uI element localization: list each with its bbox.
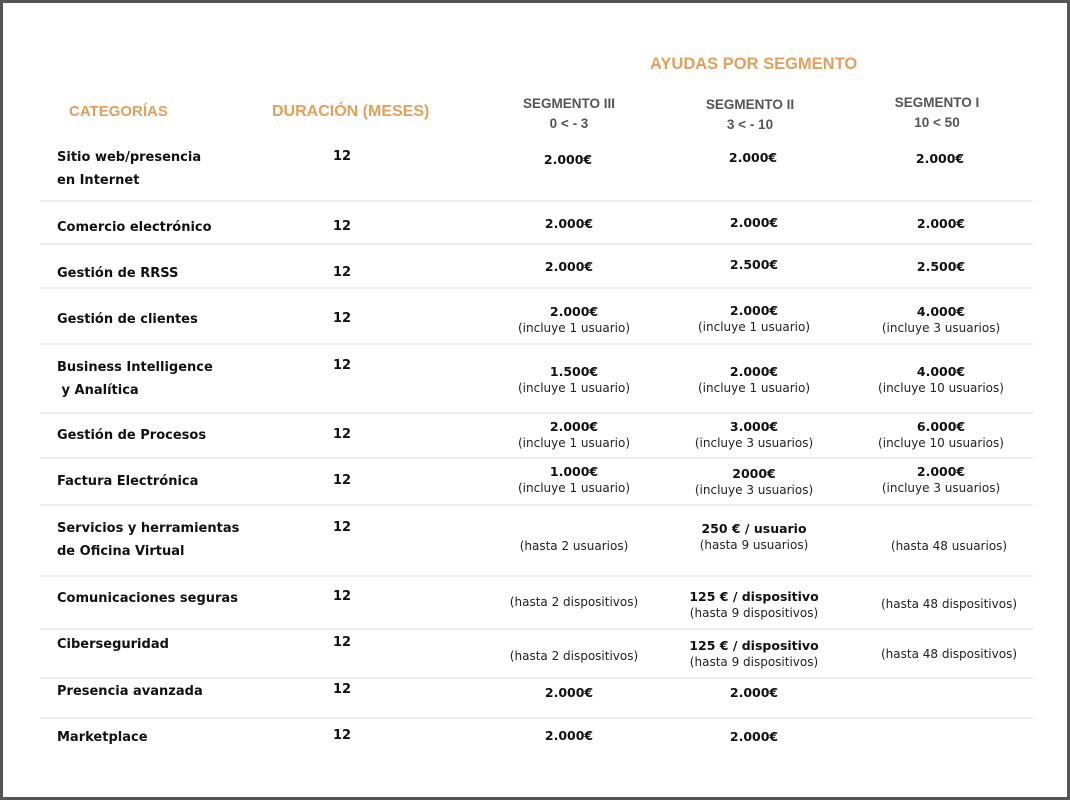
category-cell — [57, 216, 212, 239]
amount: 2.000€ — [729, 215, 779, 230]
category-line1: Gestión de clientes — [57, 312, 198, 327]
note: (incluye 1 usuario) — [697, 320, 810, 334]
duration-cell: 12 — [333, 473, 352, 488]
category-line1: Comunicaciones seguras — [57, 591, 238, 606]
amount: 2000€ — [732, 466, 776, 481]
segment-iii-cell — [474, 648, 674, 664]
category-line1: Factura Electrónica — [57, 474, 199, 489]
duration-cell: 12 — [333, 520, 352, 535]
segment-iii-cell — [474, 364, 674, 396]
amount: 250 € / usuario — [701, 521, 807, 536]
amount: 2.000€ — [544, 728, 594, 743]
segment-i-cell — [841, 259, 1041, 275]
duration-cell: 12 — [333, 311, 352, 326]
segment-i-cell — [841, 464, 1041, 496]
category-cell — [57, 517, 239, 563]
row-divider — [40, 200, 1033, 202]
segment-i-header — [847, 93, 1027, 133]
group-title: AYUDAS POR SEGMENTO — [650, 55, 858, 73]
note: (incluye 3 usuarios) — [881, 481, 1001, 495]
note: (incluye 1 usuario) — [517, 381, 630, 395]
segment-i-cell — [841, 304, 1041, 336]
duration-cell: 12 — [333, 149, 352, 164]
segment-ii-cell — [654, 685, 854, 701]
segment-iii-header — [479, 94, 659, 134]
category-line1: Gestión de RRSS — [57, 266, 179, 281]
amount: 1.500€ — [549, 364, 599, 379]
category-line1: Ciberseguridad — [57, 637, 169, 652]
category-line1: Sitio web/presencia — [57, 150, 202, 165]
duration-cell: 12 — [333, 728, 352, 743]
segment-name: SEGMENTO II — [705, 97, 795, 112]
category-line1: Comercio electrónico — [57, 220, 212, 235]
segment-i-cell — [841, 216, 1041, 232]
segment-iii-cell — [474, 594, 674, 610]
segment-iii-cell — [469, 216, 669, 232]
note: (incluye 1 usuario) — [517, 436, 630, 450]
segment-i-cell — [841, 419, 1041, 451]
segment-ii-cell — [654, 419, 854, 451]
note: (hasta 48 usuarios) — [890, 539, 1008, 553]
amount: 2.000€ — [549, 419, 599, 434]
segment-iii-cell — [469, 259, 669, 275]
category-line2: y Analítica — [57, 383, 139, 398]
category-cell — [57, 262, 178, 285]
amount: 2.500€ — [916, 259, 966, 274]
segment-ii-cell — [654, 638, 854, 670]
amount: 2.000€ — [729, 303, 779, 318]
category-line2: de Oficina Virtual — [57, 544, 185, 559]
note: (hasta 9 usuarios) — [699, 538, 809, 552]
duration-header: DURACIÓN (MESES) — [272, 103, 430, 120]
note: (incluye 3 usuarios) — [694, 483, 814, 497]
amount: 125 € / dispositivo — [689, 638, 819, 653]
amount: 2.000€ — [729, 729, 779, 744]
categories-header: CATEGORÍAS — [69, 103, 168, 120]
note: (hasta 9 dispositivos) — [689, 606, 819, 620]
amount: 2.500€ — [729, 257, 779, 272]
category-cell — [57, 680, 203, 703]
row-divider — [40, 287, 1033, 289]
amount: 4.000€ — [916, 304, 966, 319]
amount: 2.000€ — [544, 685, 594, 700]
segment-ii-cell — [654, 215, 854, 231]
amount: 3.000€ — [729, 419, 779, 434]
segment-iii-cell — [468, 152, 668, 168]
note: (incluye 3 usuarios) — [881, 321, 1001, 335]
segment-name: SEGMENTO I — [894, 95, 980, 110]
category-cell — [57, 726, 148, 749]
segment-ii-cell — [654, 303, 854, 335]
segment-iii-cell — [474, 538, 674, 554]
segment-ii-cell — [654, 589, 854, 621]
amount: 2.000€ — [729, 364, 779, 379]
segment-i-cell — [841, 364, 1041, 396]
duration-cell: 12 — [333, 635, 352, 650]
row-divider — [40, 575, 1033, 577]
segment-iii-cell — [474, 419, 674, 451]
segment-ii-cell — [654, 466, 854, 498]
segment-iii-cell — [474, 464, 674, 496]
amount: 2.000€ — [544, 259, 594, 274]
amount: 4.000€ — [916, 364, 966, 379]
segment-name: SEGMENTO III — [522, 96, 615, 111]
category-cell — [57, 470, 198, 493]
note: (hasta 48 dispositivos) — [880, 597, 1017, 611]
amount: 6.000€ — [916, 419, 966, 434]
segment-ii-header — [660, 95, 840, 135]
category-cell — [57, 424, 206, 447]
segment-range: 10 < 50 — [914, 115, 960, 130]
note: (hasta 9 dispositivos) — [689, 655, 819, 669]
note: (hasta 48 dispositivos) — [880, 647, 1017, 661]
amount: 2.000€ — [916, 464, 966, 479]
duration-cell: 12 — [333, 682, 352, 697]
segment-range: 3 < - 10 — [726, 117, 774, 132]
amount: 2.000€ — [543, 152, 593, 167]
amount: 2.000€ — [728, 150, 778, 165]
row-divider — [40, 343, 1033, 345]
amount: 2.000€ — [915, 151, 965, 166]
note: (incluye 1 usuario) — [517, 481, 630, 495]
category-cell — [57, 587, 238, 610]
amount: 2.000€ — [916, 216, 966, 231]
segment-ii-cell — [654, 521, 854, 553]
amount: 2.000€ — [544, 216, 594, 231]
row-divider — [40, 457, 1033, 459]
amount: 1.000€ — [549, 464, 599, 479]
duration-cell: 12 — [333, 219, 352, 234]
category-line1: Gestión de Procesos — [57, 428, 207, 443]
row-divider — [40, 677, 1033, 679]
segment-i-cell — [840, 151, 1040, 167]
category-line1: Presencia avanzada — [57, 684, 203, 699]
segment-ii-cell — [654, 257, 854, 273]
category-line2: en Internet — [57, 173, 140, 188]
duration-cell: 12 — [333, 358, 352, 373]
note: (incluye 1 usuario) — [697, 381, 810, 395]
duration-cell: 12 — [333, 589, 352, 604]
note: (incluye 10 usuarios) — [878, 381, 1004, 395]
category-cell — [57, 146, 201, 192]
row-divider — [40, 628, 1033, 630]
note: (hasta 2 dispositivos) — [509, 649, 639, 663]
segment-ii-cell — [654, 364, 854, 396]
segment-ii-cell — [654, 729, 854, 745]
note: (hasta 2 dispositivos) — [509, 595, 639, 609]
amount: 2.000€ — [729, 685, 779, 700]
segment-iii-cell — [469, 685, 669, 701]
amount: 125 € / dispositivo — [689, 589, 819, 604]
category-cell — [57, 356, 213, 402]
duration-cell: 12 — [333, 265, 352, 280]
note: (incluye 3 usuarios) — [694, 436, 814, 450]
category-line1: Marketplace — [57, 730, 148, 745]
note: (hasta 2 usuarios) — [519, 539, 629, 553]
row-divider — [40, 243, 1033, 245]
segment-i-cell — [849, 538, 1049, 554]
segment-i-cell — [849, 646, 1049, 662]
row-divider — [40, 717, 1033, 719]
duration-cell: 12 — [333, 427, 352, 442]
segment-ii-cell — [653, 150, 853, 166]
segment-iii-cell — [469, 728, 669, 744]
segment-iii-cell — [474, 304, 674, 336]
category-cell — [57, 633, 169, 656]
segment-i-cell — [849, 596, 1049, 612]
segment-range: 0 < - 3 — [549, 116, 589, 131]
row-divider — [40, 412, 1033, 414]
category-line1: Servicios y herramientas — [57, 521, 240, 536]
note: (incluye 10 usuarios) — [878, 436, 1004, 450]
amount: 2.000€ — [549, 304, 599, 319]
row-divider — [40, 504, 1033, 506]
category-line1: Business Intelligence — [57, 360, 213, 375]
category-cell — [57, 308, 198, 331]
note: (incluye 1 usuario) — [517, 321, 630, 335]
